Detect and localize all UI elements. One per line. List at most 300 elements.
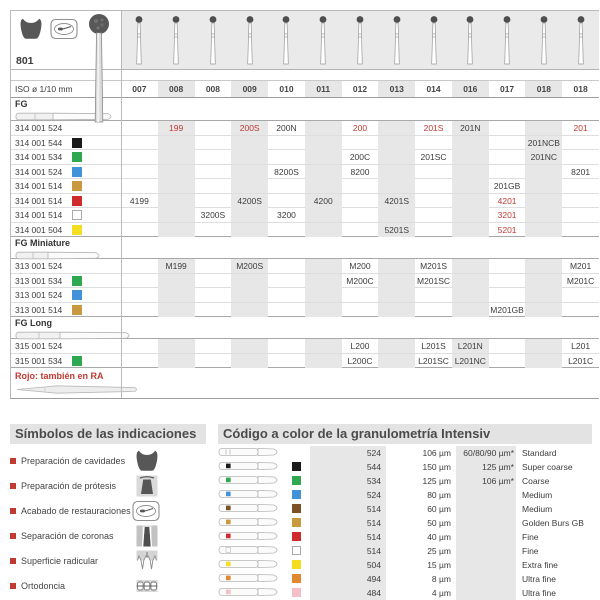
grit-alt-size xyxy=(456,558,516,572)
empty-cell xyxy=(525,194,562,208)
product-code: L201NC xyxy=(452,354,489,368)
empty-cell xyxy=(525,223,562,237)
empty-cell xyxy=(415,303,452,317)
product-code: M201C xyxy=(566,275,595,286)
ref-number: 314 001 514 xyxy=(15,181,63,191)
section-label: FG Long xyxy=(15,318,52,328)
catalog-row xyxy=(11,135,599,150)
grit-name: Golden Burs GB xyxy=(522,518,584,528)
cavity-prep-icon xyxy=(134,448,160,474)
iso-value: 018 xyxy=(525,81,562,97)
grit-code: 514 xyxy=(310,516,386,530)
empty-cell xyxy=(231,179,268,193)
color-chip-black xyxy=(292,462,301,471)
grit-alt-size xyxy=(456,502,516,516)
empty-cell xyxy=(342,179,379,193)
grit-code: 534 xyxy=(310,474,386,488)
empty-cell xyxy=(121,121,158,135)
empty-cell xyxy=(195,165,232,179)
grit-row xyxy=(218,474,592,488)
empty-cell xyxy=(231,339,268,353)
empty-cell xyxy=(121,303,158,317)
product-code: 4201S xyxy=(378,194,415,208)
empty-cell xyxy=(489,259,526,273)
empty-cell xyxy=(158,274,195,288)
round-bur-icon xyxy=(354,15,366,70)
product-code: M201S xyxy=(420,261,447,271)
empty-cell xyxy=(562,303,599,317)
empty-cell xyxy=(415,223,452,237)
ref-number: 315 001 524 xyxy=(15,341,63,351)
empty-cell xyxy=(268,194,305,208)
catalog-row xyxy=(11,273,599,288)
product-code: 199 xyxy=(158,121,195,135)
empty-cell xyxy=(415,179,452,193)
empty-cell xyxy=(489,150,526,164)
catalog-row xyxy=(11,149,599,164)
product-code: M201SC xyxy=(416,275,451,286)
empty-cell xyxy=(378,339,415,353)
empty-cell xyxy=(195,150,232,164)
product-code: 3200 xyxy=(276,210,296,220)
section-header-fg-long xyxy=(11,316,599,338)
product-code: M200S xyxy=(231,259,268,273)
crown-separation-icon xyxy=(134,524,160,548)
empty-cell xyxy=(231,150,268,164)
product-code: 5201 xyxy=(497,224,517,235)
round-bur-icon xyxy=(501,15,513,70)
empty-cell xyxy=(158,179,195,193)
color-chip-blue xyxy=(72,290,82,300)
empty-cell xyxy=(158,165,195,179)
product-code: L200 xyxy=(350,341,370,351)
empty-cell xyxy=(121,208,158,222)
grit-size: 80 µm xyxy=(427,490,451,500)
chip-cell xyxy=(292,532,310,543)
bur-icon xyxy=(218,573,292,585)
grit-alt-size: 60/80/90 µm* xyxy=(456,446,516,460)
empty-cell xyxy=(195,194,232,208)
ref-number: 314 001 504 xyxy=(15,224,63,235)
empty-cell xyxy=(525,179,562,193)
grit-row xyxy=(218,488,592,502)
grit-code: 514 xyxy=(310,530,386,544)
grit-row xyxy=(218,516,592,530)
empty-cell xyxy=(562,223,599,237)
grit-size: 8 µm xyxy=(431,574,451,584)
iso-value: 010 xyxy=(279,84,294,94)
empty-cell xyxy=(121,274,158,288)
indications-legend xyxy=(10,424,206,598)
round-bur-icon xyxy=(207,15,219,70)
empty-cell xyxy=(305,121,342,135)
chip-cell xyxy=(292,504,310,515)
product-code: 201 xyxy=(573,123,588,133)
ref-number: 313 001 514 xyxy=(15,304,63,315)
grit-alt-size xyxy=(456,516,516,530)
product-code: L201N xyxy=(452,339,489,353)
empty-cell xyxy=(489,136,526,150)
ref-number: 314 001 534 xyxy=(15,152,63,162)
empty-cell xyxy=(268,354,305,368)
iso-value: 016 xyxy=(452,81,489,97)
grit-size: 150 µm xyxy=(422,462,451,472)
bur-icon xyxy=(218,489,292,501)
empty-cell xyxy=(305,136,342,150)
grit-code: 504 xyxy=(310,558,386,572)
grit-name: Super coarse xyxy=(522,462,573,472)
indication-item xyxy=(10,548,160,573)
iso-value: 013 xyxy=(378,81,415,97)
bur-icon xyxy=(218,559,292,571)
color-chip-blue xyxy=(292,490,301,499)
empty-cell xyxy=(195,136,232,150)
empty-cell xyxy=(489,121,526,135)
round-bur-icon xyxy=(133,15,145,70)
color-chip-red xyxy=(292,532,301,541)
empty-cell xyxy=(525,339,562,353)
grit-row xyxy=(218,446,592,460)
indication-item xyxy=(10,573,160,598)
empty-cell xyxy=(305,150,342,164)
section-label: FG Miniature xyxy=(15,238,71,248)
grit-legend-title: Código a color de la granulometría Intensiv xyxy=(218,424,592,444)
chip-cell xyxy=(292,490,310,501)
catalog-row xyxy=(11,164,599,179)
empty-cell xyxy=(121,136,158,150)
empty-cell xyxy=(195,303,232,317)
empty-cell xyxy=(231,303,268,317)
empty-cell xyxy=(231,208,268,222)
bur-catalog-table xyxy=(10,10,599,399)
round-bur-icon xyxy=(575,15,587,70)
chip-cell xyxy=(292,546,310,557)
chip-cell xyxy=(292,462,310,473)
grit-alt-size xyxy=(456,572,516,586)
empty-cell xyxy=(195,274,232,288)
empty-cell xyxy=(305,339,342,353)
grit-alt-size: 106 µm* xyxy=(456,474,516,488)
bur-family-number: 801 xyxy=(16,55,34,67)
bur-icon xyxy=(218,531,292,543)
symbols-legend-title: Símbolos de las indicaciones xyxy=(10,424,206,444)
empty-cell xyxy=(452,136,489,150)
section-label: FG xyxy=(15,99,28,109)
round-bur-icon xyxy=(244,15,256,70)
grit-size: 125 µm xyxy=(422,476,451,486)
product-code: 4201 xyxy=(497,195,517,206)
empty-cell xyxy=(562,179,599,193)
empty-cell xyxy=(562,136,599,150)
product-code: 5201S xyxy=(378,223,415,237)
color-chip-green xyxy=(292,476,301,485)
catalog-row xyxy=(11,287,599,302)
bur-icon xyxy=(218,587,292,599)
empty-cell xyxy=(305,165,342,179)
product-code: L201C xyxy=(568,355,594,366)
empty-cell xyxy=(378,303,415,317)
product-code: L201S xyxy=(421,341,446,351)
product-code: 201SC xyxy=(420,152,447,162)
product-code: 8200 xyxy=(350,166,370,177)
product-code: 200S xyxy=(231,121,268,135)
grit-row xyxy=(218,530,592,544)
iso-value: 012 xyxy=(352,84,368,94)
empty-cell xyxy=(158,288,195,302)
color-chip-green xyxy=(72,276,82,286)
grit-size: 40 µm xyxy=(427,532,451,542)
chip-cell xyxy=(292,476,310,487)
color-chip-pink xyxy=(292,588,301,597)
product-code: 3200S xyxy=(200,210,226,220)
bur-icon xyxy=(218,475,292,487)
empty-cell xyxy=(525,259,562,273)
empty-cell xyxy=(268,274,305,288)
empty-cell xyxy=(305,259,342,273)
indication-item xyxy=(10,523,160,548)
product-code: M200C xyxy=(346,275,374,286)
indication-label: Separación de coronas xyxy=(21,530,114,541)
empty-cell xyxy=(452,208,489,222)
product-code: 200 xyxy=(352,123,368,133)
bur-icon xyxy=(218,545,292,557)
grit-row xyxy=(218,544,592,558)
iso-value: 018 xyxy=(573,84,588,94)
grit-alt-size xyxy=(456,544,516,558)
grit-size: 50 µm xyxy=(427,518,451,528)
grit-name: Standard xyxy=(522,448,557,458)
empty-cell xyxy=(268,136,305,150)
empty-cell xyxy=(562,288,599,302)
grit-code: 524 xyxy=(310,446,386,460)
grit-name: Fine xyxy=(522,532,539,542)
grit-name: Coarse xyxy=(522,476,550,486)
color-chip-gold xyxy=(72,305,82,315)
color-chip-white xyxy=(292,546,301,555)
empty-cell xyxy=(562,194,599,208)
indication-label: Preparación de prótesis xyxy=(21,480,117,491)
color-chip-gold xyxy=(72,181,82,191)
empty-cell xyxy=(342,288,379,302)
color-chip-red xyxy=(72,196,82,206)
grit-code: 544 xyxy=(310,460,386,474)
catalog-row xyxy=(11,353,599,368)
grit-code: 524 xyxy=(310,488,386,502)
empty-cell xyxy=(415,194,452,208)
empty-cell xyxy=(378,165,415,179)
empty-cell xyxy=(562,150,599,164)
empty-cell xyxy=(305,274,342,288)
grit-code: 514 xyxy=(310,502,386,516)
empty-cell xyxy=(342,208,379,222)
iso-label: ISO ø 1/10 mm xyxy=(15,84,73,94)
grit-alt-size xyxy=(456,488,516,502)
color-chip-green xyxy=(72,356,82,366)
empty-cell xyxy=(231,223,268,237)
indication-label: Superficie radicular xyxy=(21,555,99,566)
empty-cell xyxy=(452,150,489,164)
empty-cell xyxy=(415,165,452,179)
grit-code: 484 xyxy=(310,586,386,600)
empty-cell xyxy=(268,339,305,353)
empty-cell xyxy=(231,274,268,288)
product-code: 200C xyxy=(349,152,371,162)
ref-number: 314 001 514 xyxy=(15,195,63,206)
empty-cell xyxy=(378,179,415,193)
empty-cell xyxy=(121,150,158,164)
empty-cell xyxy=(195,354,232,368)
grit-row xyxy=(218,572,592,586)
empty-cell xyxy=(452,259,489,273)
empty-cell xyxy=(378,150,415,164)
empty-cell xyxy=(268,288,305,302)
empty-cell xyxy=(489,165,526,179)
empty-cell xyxy=(525,208,562,222)
empty-cell xyxy=(489,274,526,288)
empty-cell xyxy=(231,288,268,302)
empty-cell xyxy=(489,354,526,368)
grit-name: Ultra fine xyxy=(522,574,557,584)
color-chip-blue xyxy=(72,167,82,177)
empty-cell xyxy=(231,136,268,150)
empty-cell xyxy=(305,288,342,302)
product-code: 4199 xyxy=(129,195,149,206)
empty-cell xyxy=(268,150,305,164)
product-code: M201GB xyxy=(490,304,524,315)
product-code: 4200 xyxy=(305,194,342,208)
empty-cell xyxy=(121,339,158,353)
empty-cell xyxy=(195,223,232,237)
empty-cell xyxy=(158,208,195,222)
empty-cell xyxy=(378,136,415,150)
empty-cell xyxy=(489,339,526,353)
empty-cell xyxy=(452,274,489,288)
grit-alt-size xyxy=(456,530,516,544)
chip-cell xyxy=(292,574,310,585)
iso-value: 007 xyxy=(132,84,147,94)
catalog-row xyxy=(11,338,599,353)
iso-value: 008 xyxy=(205,84,220,94)
product-code: 200N xyxy=(276,123,297,133)
grit-color-legend xyxy=(218,424,592,600)
grit-code: 514 xyxy=(310,544,386,558)
grit-alt-size xyxy=(456,586,516,600)
restoration-finishing-icon xyxy=(132,498,160,524)
round-bur-icon xyxy=(538,15,550,70)
product-code: 201NC xyxy=(525,150,562,164)
round-bur-icon xyxy=(464,15,476,70)
bur-icon xyxy=(218,461,292,473)
cavity-prep-icon xyxy=(18,16,44,47)
catalog-row xyxy=(11,258,599,273)
ref-number: 313 001 524 xyxy=(15,289,63,300)
empty-cell xyxy=(158,150,195,164)
empty-cell xyxy=(268,259,305,273)
empty-cell xyxy=(562,208,599,222)
empty-cell xyxy=(378,121,415,135)
ref-number: 314 001 544 xyxy=(15,137,63,148)
empty-cell xyxy=(378,354,415,368)
empty-cell xyxy=(121,165,158,179)
catalog-row xyxy=(11,222,599,237)
empty-cell xyxy=(121,223,158,237)
empty-cell xyxy=(305,179,342,193)
empty-cell xyxy=(452,165,489,179)
note-text: Rojo: también en RA xyxy=(15,371,104,381)
column-divider xyxy=(121,11,122,398)
color-chip-orange xyxy=(292,574,301,583)
empty-cell xyxy=(195,288,232,302)
indication-label: Preparación de cavidades xyxy=(21,455,126,466)
empty-cell xyxy=(195,179,232,193)
empty-cell xyxy=(452,179,489,193)
grit-size: 106 µm xyxy=(422,448,451,458)
empty-cell xyxy=(158,339,195,353)
grit-size: 4 µm xyxy=(431,588,451,598)
empty-cell xyxy=(452,194,489,208)
product-code: M199 xyxy=(158,259,195,273)
product-code: 201GB xyxy=(493,181,521,191)
empty-cell xyxy=(525,303,562,317)
empty-cell xyxy=(378,259,415,273)
chip-cell xyxy=(292,560,310,571)
empty-cell xyxy=(158,354,195,368)
product-code: L201SC xyxy=(418,355,449,366)
color-chip-green xyxy=(72,152,82,162)
empty-cell xyxy=(268,179,305,193)
empty-cell xyxy=(195,339,232,353)
iso-value: 014 xyxy=(426,84,441,94)
empty-cell xyxy=(415,208,452,222)
empty-cell xyxy=(268,303,305,317)
indication-label: Ortodoncia xyxy=(21,580,66,591)
grit-name: Extra fine xyxy=(522,560,558,570)
color-chip-yellow xyxy=(292,560,301,569)
chip-cell xyxy=(292,588,310,599)
grit-row xyxy=(218,586,592,600)
empty-cell xyxy=(158,194,195,208)
ref-number: 314 001 514 xyxy=(15,210,63,220)
orthodontics-icon xyxy=(134,574,160,598)
note-red-also-ra xyxy=(11,367,599,383)
color-chip-yellow xyxy=(72,225,82,235)
grit-row xyxy=(218,460,592,474)
empty-cell xyxy=(121,259,158,273)
empty-cell xyxy=(378,208,415,222)
grit-size: 15 µm xyxy=(427,560,451,570)
empty-cell xyxy=(195,121,232,135)
round-bur-icon xyxy=(280,15,292,70)
long-tapered-bur-icon xyxy=(11,383,599,398)
restoration-finishing-icon xyxy=(50,16,78,47)
empty-cell xyxy=(231,354,268,368)
catalog-row xyxy=(11,193,599,208)
product-code: 201NCB xyxy=(525,136,562,150)
bur-icon xyxy=(218,503,292,515)
grit-name: Medium xyxy=(522,490,553,500)
empty-cell xyxy=(305,208,342,222)
bur-shapes-band xyxy=(121,11,599,69)
empty-cell xyxy=(342,223,379,237)
empty-cell xyxy=(342,136,379,150)
round-bur-icon xyxy=(317,15,329,70)
color-chip-gold xyxy=(292,518,301,527)
empty-cell xyxy=(158,303,195,317)
empty-cell xyxy=(452,303,489,317)
product-code: L201 xyxy=(571,341,591,351)
iso-value: 017 xyxy=(499,84,515,94)
product-code: M200 xyxy=(349,261,371,271)
